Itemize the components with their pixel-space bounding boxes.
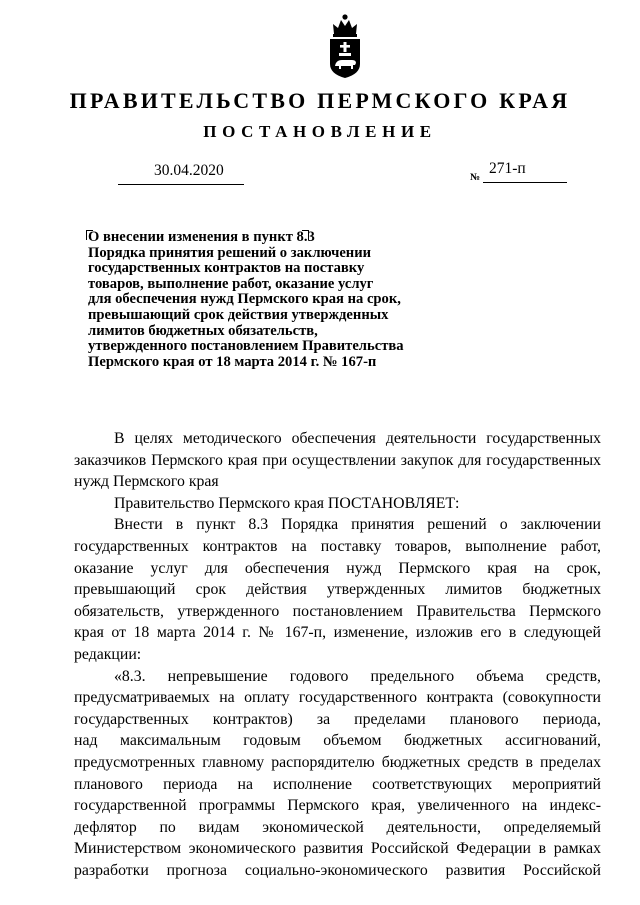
subject-line: Пермского края от 18 марта 2014 г. № 167-п [88,353,377,370]
body-line: планового периода на исполнение соответствующих мероприятий [74,775,601,793]
body-line: Правительство Пермского края ПОСТАНОВЛЯЕТ: [114,494,460,512]
body-line: превышающий срок действия утвержденных лимитов бюджетных [74,581,601,599]
body-line: предусмотренных главному распорядителю бюджетных средств в пределах [74,753,601,771]
subject-line: О внесении изменения в пункт 8.3 [88,229,315,245]
subject-line: утвержденного постановлением Правительства [88,338,404,355]
body-line: разработки прогноза социально-экономического развития Российской [74,861,601,879]
subject-line: товаров, выполнение работ, оказание услуг [88,275,374,292]
subject-line: превышающий срок действия утвержденных [88,306,389,323]
body-line: Внести в пункт 8.3 Порядка принятия решений о заключении [114,516,601,534]
subject-line: Порядка принятия решений о заключении [88,244,372,261]
subject-line: лимитов бюджетных обязательств, [88,322,318,339]
body-line: дефлятор по видам экономической деятельности, определяемый [74,818,601,836]
body-line: нужд Пермского края [74,473,219,491]
number-sign: № [470,172,481,183]
document-type: ПОСТАНОВЛЕНИЕ [203,122,437,141]
body-line: обязательств, утвержденного постановлением Правительства Пермского [74,602,601,620]
body-line: оказание услуг для обеспечения нужд Пермского края на срок, [74,559,601,577]
subject-line: государственных контрактов на поставку [88,260,365,277]
body-line: государственных контрактов) за пределами планового периода, [74,710,601,728]
government-title: ПРАВИТЕЛЬСТВО ПЕРМСКОГО КРАЯ [69,88,571,113]
body-line: В целях методического обеспечения деятельности государственных [114,430,601,447]
number-field [483,158,567,183]
body-line: «8.3. непревышение годового предельного объема средств, [114,667,601,685]
document-number: 271-п [489,160,526,177]
body-line: редакции: [74,645,142,663]
document-subject [88,230,428,370]
body-line: государственных контрактов на поставку товаров, выполнение работ, [74,537,601,555]
body-line: государственной программы Пермского края, увеличенного на индекс- [74,797,601,815]
subject-line: для обеспечения нужд Пермского края на срок, [88,291,401,308]
body-line: над максимальным годовым объемом бюджетных ассигнований, [74,732,601,750]
body-line: предусматриваемых на оплату государственного контракта (совокупности [74,689,601,707]
body-line: края от 18 марта 2014 г. № 167-п, изменение, изложив его в следующей [74,624,601,642]
body-line: Министерством экономического развития Российской Федерации в рамках [74,840,601,858]
date-field [118,160,244,185]
document-body [74,428,601,881]
perm-krai-coat-of-arms-icon [326,12,364,80]
document-date: 30.04.2020 [154,162,224,179]
body-line: заказчиков Пермского края при осуществлении закупок для государственных [74,451,601,469]
